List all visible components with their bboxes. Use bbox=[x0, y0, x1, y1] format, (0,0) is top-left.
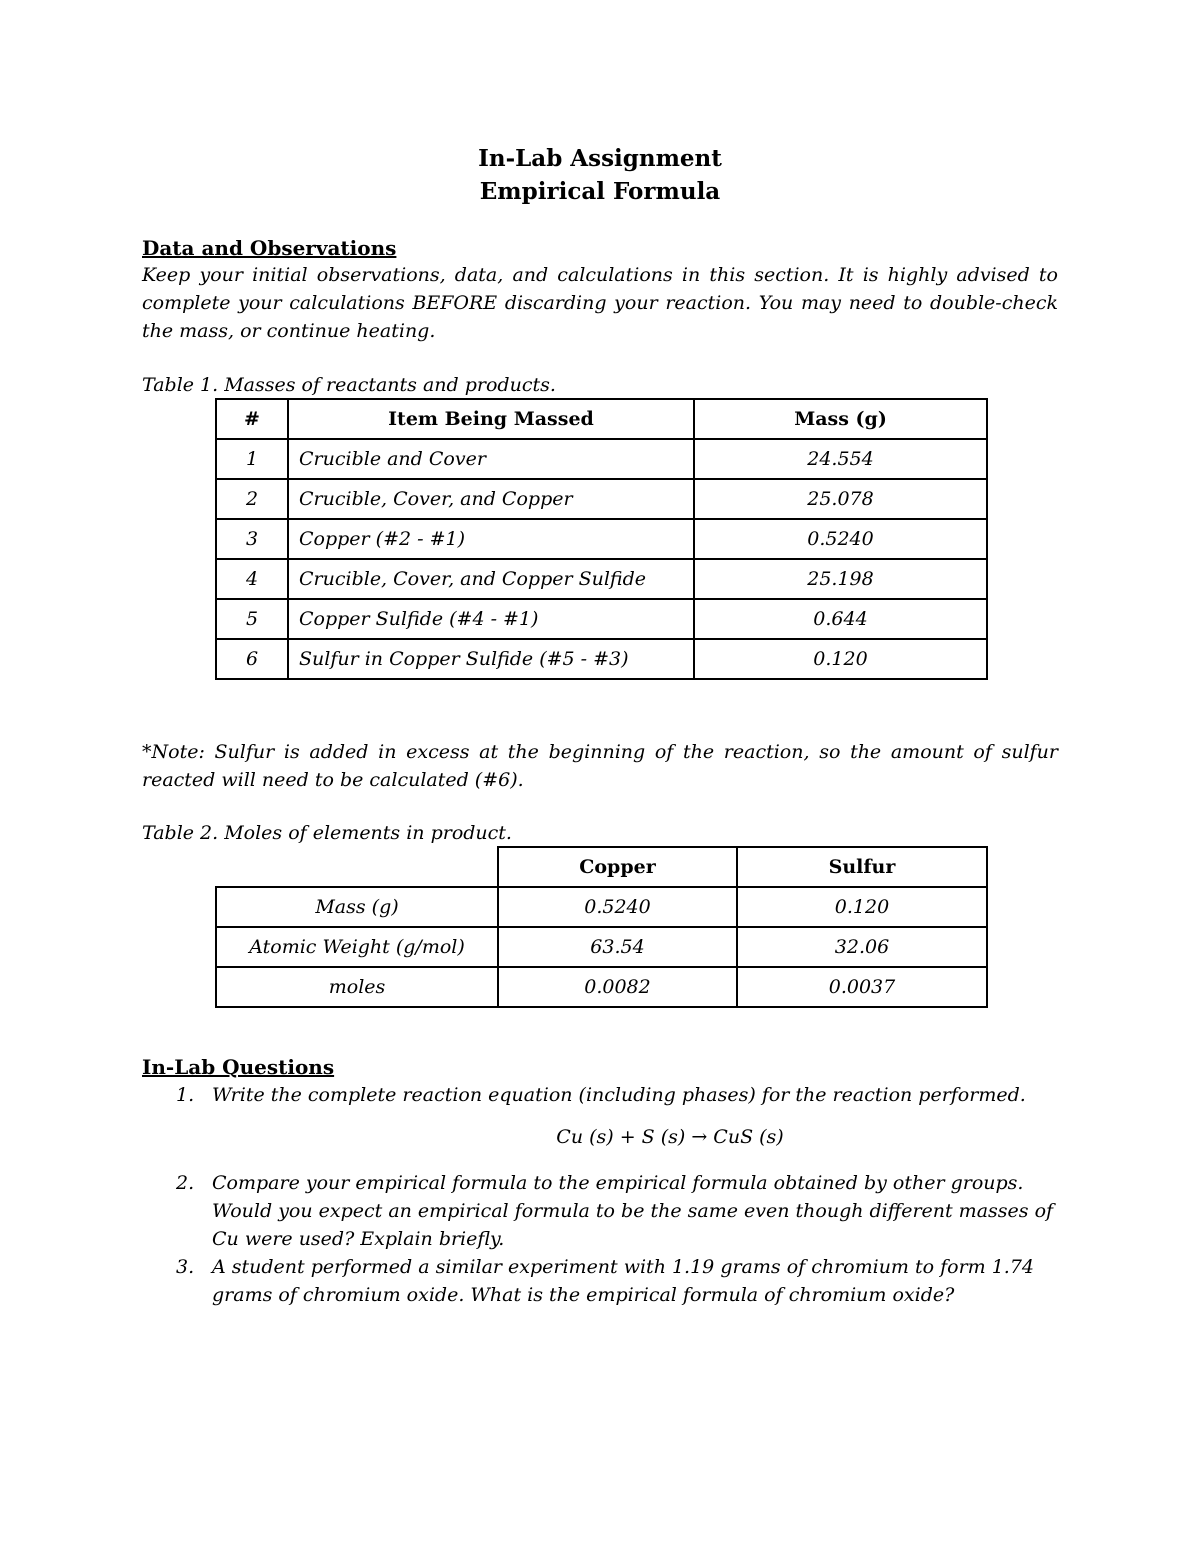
row-number: 5 bbox=[216, 599, 288, 639]
row-label: moles bbox=[216, 967, 498, 1007]
list-item bbox=[142, 1253, 1062, 1309]
masses-table bbox=[215, 398, 988, 680]
item-cell: Crucible and Cover bbox=[288, 439, 694, 479]
question-number: 3. bbox=[176, 1256, 195, 1278]
question-text: Compare your empirical formula to the empirical formula obtained by other groups. Would you expect an empirical formula to be the same even though different masses of Cu were used? Explain briefly. bbox=[212, 1172, 1054, 1250]
sulfur-cell: 0.0037 bbox=[737, 967, 987, 1007]
row-number: 6 bbox=[216, 639, 288, 679]
row-label: Atomic Weight (g/mol) bbox=[216, 927, 498, 967]
question-number: 2. bbox=[176, 1172, 195, 1194]
table2-header-row bbox=[216, 847, 987, 887]
table-row bbox=[216, 927, 987, 967]
page-subtitle: Empirical Formula bbox=[479, 178, 721, 205]
table2-corner-cell bbox=[216, 847, 498, 887]
mass-cell: 0.120 bbox=[694, 639, 987, 679]
row-label: Mass (g) bbox=[216, 887, 498, 927]
row-number: 2 bbox=[216, 479, 288, 519]
copper-cell: 63.54 bbox=[498, 927, 737, 967]
question-list bbox=[142, 1081, 1062, 1309]
item-cell: Sulfur in Copper Sulfide (#5 - #3) bbox=[288, 639, 694, 679]
table2-header-sulfur: Sulfur bbox=[737, 847, 987, 887]
item-cell: Crucible, Cover, and Copper bbox=[288, 479, 694, 519]
table1-header-mass: Mass (g) bbox=[694, 399, 987, 439]
mass-cell: 24.554 bbox=[694, 439, 987, 479]
list-item bbox=[142, 1081, 1062, 1109]
table1-header-item: Item Being Massed bbox=[288, 399, 694, 439]
item-cell: Copper (#2 - #1) bbox=[288, 519, 694, 559]
question-text: A student performed a similar experiment with 1.19 grams of chromium to form 1.74 grams of chromium oxide. What is the empirical formula of chromium oxide? bbox=[212, 1256, 1035, 1306]
table-row bbox=[216, 887, 987, 927]
question-text: Write the complete reaction equation (including phases) for the reaction performed. bbox=[212, 1084, 1026, 1106]
questions-section-heading: In-Lab Questions bbox=[142, 1055, 335, 1079]
data-section-intro: Keep your initial observations, data, and calculations in this section. It is highly advised to complete your calculations BEFORE discarding your reaction. You may need to double-check the mass, or continue heating. bbox=[142, 264, 1058, 342]
table-row bbox=[216, 439, 987, 479]
table1-header-num: # bbox=[216, 399, 288, 439]
table1-header-row bbox=[216, 399, 987, 439]
table-row bbox=[216, 599, 987, 639]
page-title: In-Lab Assignment bbox=[478, 145, 722, 172]
moles-table bbox=[215, 846, 988, 1008]
row-number: 4 bbox=[216, 559, 288, 599]
question-number: 1. bbox=[176, 1084, 195, 1106]
table-row bbox=[216, 967, 987, 1007]
list-item bbox=[142, 1169, 1062, 1253]
mass-cell: 25.198 bbox=[694, 559, 987, 599]
excess-sulfur-note: *Note: Sulfur is added in excess at the beginning of the reaction, so the amount of sulfur reacted will need to be calculated (#6). bbox=[142, 741, 1058, 791]
copper-cell: 0.5240 bbox=[498, 887, 737, 927]
reaction-equation: Cu (s) + S (s) → CuS (s) bbox=[556, 1126, 784, 1148]
sulfur-cell: 0.120 bbox=[737, 887, 987, 927]
table2-caption: Table 2. Moles of elements in product. bbox=[142, 822, 512, 844]
mass-cell: 0.5240 bbox=[694, 519, 987, 559]
data-section-heading: Data and Observations bbox=[142, 236, 397, 260]
row-number: 1 bbox=[216, 439, 288, 479]
table2-header-copper: Copper bbox=[498, 847, 737, 887]
mass-cell: 25.078 bbox=[694, 479, 987, 519]
table1-caption: Table 1. Masses of reactants and products. bbox=[142, 374, 556, 396]
item-cell: Copper Sulfide (#4 - #1) bbox=[288, 599, 694, 639]
table-row bbox=[216, 559, 987, 599]
table-row bbox=[216, 519, 987, 559]
copper-cell: 0.0082 bbox=[498, 967, 737, 1007]
mass-cell: 0.644 bbox=[694, 599, 987, 639]
item-cell: Crucible, Cover, and Copper Sulfide bbox=[288, 559, 694, 599]
sulfur-cell: 32.06 bbox=[737, 927, 987, 967]
table-row bbox=[216, 479, 987, 519]
table-row bbox=[216, 639, 987, 679]
row-number: 3 bbox=[216, 519, 288, 559]
